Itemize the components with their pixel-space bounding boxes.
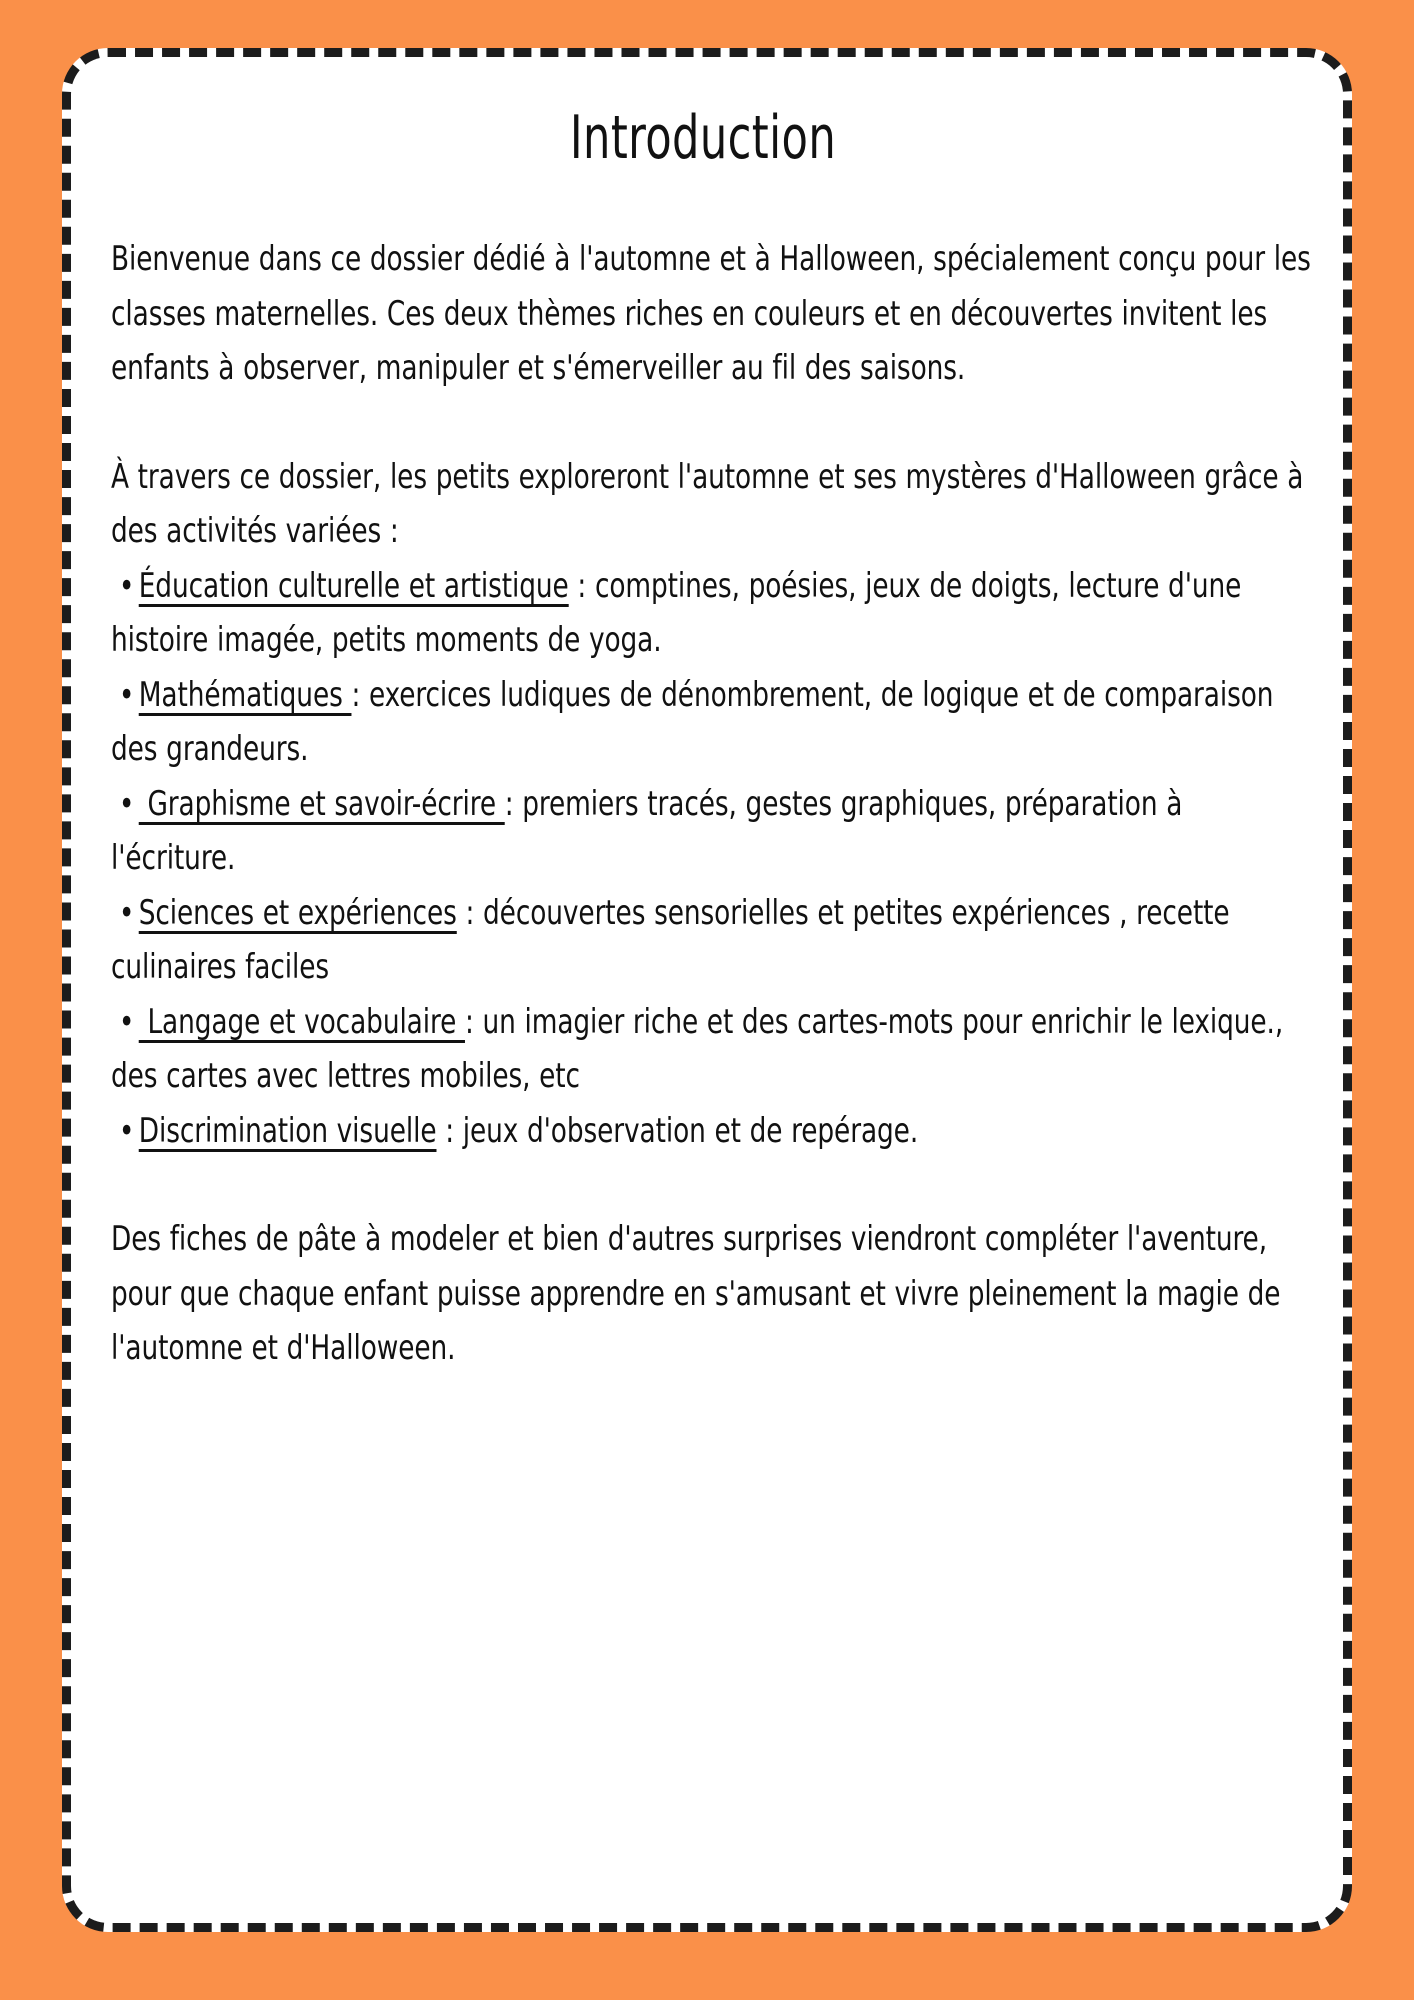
intro-paragraph: Bienvenue dans ce dossier dédié à l'automne et à Halloween, spécialement conçu pour les classes maternelles. Ces deux thèmes riches en couleurs et en découvertes invitent les enfants à observer, manipuler et s'émerveiller au fil des saisons. [111, 239, 1311, 387]
list-item [111, 886, 1311, 995]
bullet-marker: • [118, 892, 135, 932]
bullet-body: : un imagier riche et des cartes-mots pour enrichir le lexique., des cartes avec lettres mobiles, etc [111, 1001, 1284, 1095]
page-title: Introduction [569, 103, 837, 173]
bullet-marker: • [118, 674, 135, 714]
bullet-heading: Mathématiques [138, 674, 352, 714]
body-content [89, 232, 1317, 1376]
list-item [111, 995, 1311, 1104]
bullet-body: : jeux d'observation et de repérage. [436, 1110, 919, 1150]
bullet-marker: • [118, 565, 135, 605]
list-item [111, 1104, 1311, 1159]
bullet-heading: Éducation culturelle et artistique [138, 565, 569, 605]
bullet-body: : comptines, poésies, jeux de doigts, lecture d'une histoire imagée, petits moments de yoga. [111, 565, 1242, 659]
content-card [62, 48, 1352, 1932]
bullet-marker: • [118, 1110, 135, 1150]
list-item [111, 668, 1311, 777]
lead-in-paragraph: À travers ce dossier, les petits exploreront l'automne et ses mystères d'Halloween grâce à des activités variées : [111, 456, 1304, 550]
list-item [111, 559, 1311, 668]
paragraph-spacer [111, 396, 1311, 450]
card-inner [71, 57, 1343, 1923]
bullet-heading: Graphisme et savoir-écrire [138, 783, 505, 823]
bullet-heading: Sciences et expériences [138, 892, 457, 932]
bullet-marker: • [118, 783, 135, 823]
bullet-marker: • [118, 1001, 135, 1041]
closing-spacer [111, 1158, 1311, 1212]
bullet-heading: Langage et vocabulaire [138, 1001, 465, 1041]
bullet-body: : découvertes sensorielles et petites expériences , recette culinaires faciles [111, 892, 1230, 986]
bullet-heading: Discrimination visuelle [138, 1110, 437, 1150]
activity-bullet-list [111, 559, 1311, 1159]
bullet-body: : premiers tracés, gestes graphiques, préparation à l'écriture. [111, 783, 1183, 877]
bullet-body: : exercices ludiques de dénombrement, de logique et de comparaison des grandeurs. [111, 674, 1274, 768]
list-item [111, 777, 1311, 886]
closing-paragraph: Des fiches de pâte à modeler et bien d'autres surprises viendront compléter l'aventure, pour que chaque enfant puisse apprendre en s'amusant et vivre pleinement la magie de l'automne et d'Halloween. [111, 1219, 1281, 1367]
